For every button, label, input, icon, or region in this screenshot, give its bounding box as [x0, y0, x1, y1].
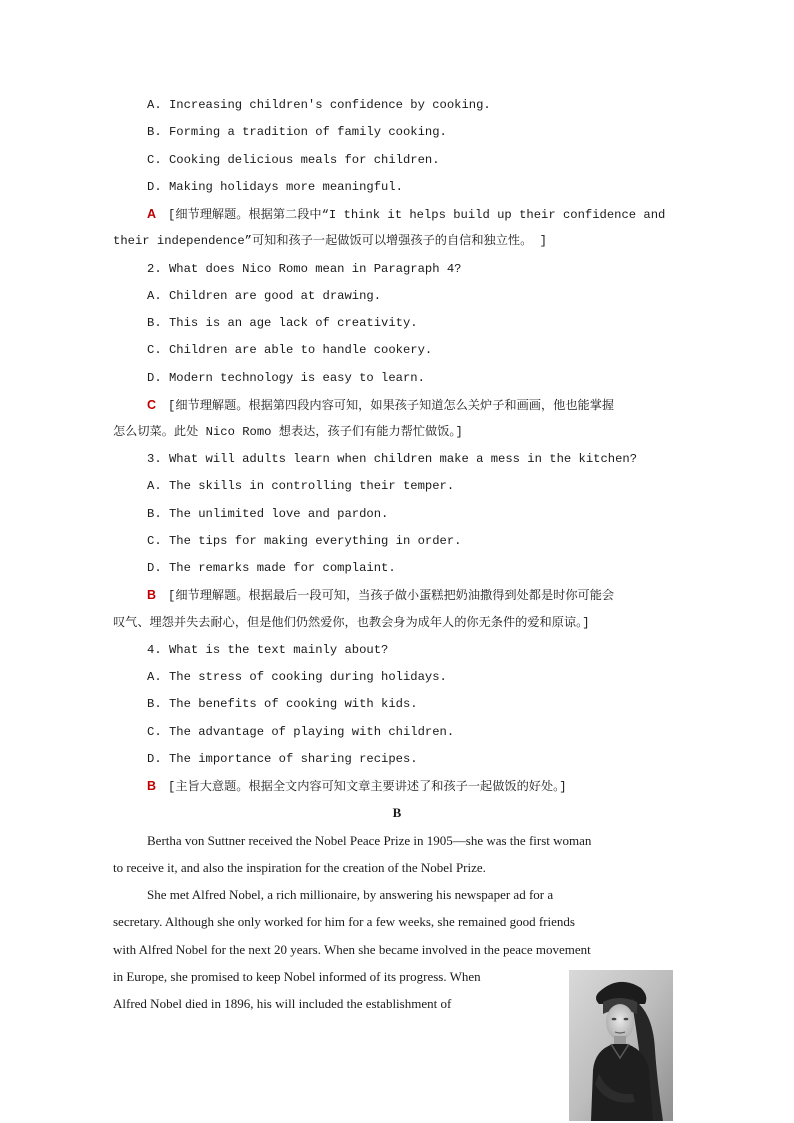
q2-explanation-line-1: [细节理解题。根据第四段内容可知，如果孩子知道怎么关炉子和画画，他也能掌握: [168, 399, 615, 413]
q3-option-c: C. The tips for making everything in order.: [147, 534, 462, 548]
q1-explanation-line-1: [细节理解题。根据第二段中“I think it helps build up their confidence and: [168, 208, 666, 222]
q2-answer-letter: C: [147, 398, 157, 412]
q2-stem: 2. What does Nico Romo mean in Paragraph 4?: [147, 262, 462, 276]
q2-explanation-line-2: 怎么切菜。此处 Nico Romo 想表达，孩子们有能力帮忙做饭。]: [113, 425, 463, 439]
q1-option-d: D. Making holidays more meaningful.: [147, 180, 403, 194]
q2-option-b: B. This is an age lack of creativity.: [147, 316, 418, 330]
bertha-von-suttner-photo: [569, 970, 673, 1121]
q1-answer-explanation: [147, 206, 665, 223]
passage-p1-line-2: to receive it, and also the inspiration for the creation of the Nobel Prize.: [113, 860, 486, 875]
q3-answer-letter: B: [147, 588, 157, 602]
q4-option-b: B. The benefits of cooking with kids.: [147, 697, 418, 711]
q4-stem: 4. What is the text mainly about?: [147, 643, 389, 657]
q3-answer-explanation: [147, 587, 614, 604]
q3-option-b: B. The unlimited love and pardon.: [147, 507, 389, 521]
q4-answer-explanation: [147, 778, 567, 795]
q3-stem: 3. What will adults learn when children make a mess in the kitchen?: [147, 452, 638, 466]
q2-option-c: C. Children are able to handle cookery.: [147, 343, 433, 357]
q2-option-d: D. Modern technology is easy to learn.: [147, 371, 425, 385]
q1-explanation-line-2: their independence”可知和孩子一起做饭可以增强孩子的自信和独立性。 ]: [113, 234, 547, 248]
q4-answer-letter: B: [147, 779, 157, 793]
q2-option-a: A. Children are good at drawing.: [147, 289, 382, 303]
q1-option-b: B. Forming a tradition of family cooking.: [147, 125, 447, 139]
passage-p2-line-5: Alfred Nobel died in 1896, his will included the establishment of: [113, 996, 452, 1011]
section-b-heading: B: [392, 805, 402, 820]
q3-option-d: D. The remarks made for complaint.: [147, 561, 396, 575]
passage-p2-line-2: secretary. Although she only worked for him for a few weeks, she remained good friends: [113, 914, 575, 929]
q4-option-a: A. The stress of cooking during holidays.: [147, 670, 447, 684]
q1-option-a: A. Increasing children's confidence by cooking.: [147, 98, 491, 112]
q1-option-c: C. Cooking delicious meals for children.: [147, 153, 440, 167]
q3-explanation-line-2: 叹气、埋怨并失去耐心，但是他们仍然爱你，也教会身为成年人的你无条件的爱和原谅。]: [113, 616, 590, 630]
q2-answer-explanation: [147, 397, 614, 414]
q4-option-c: C. The advantage of playing with children.: [147, 725, 455, 739]
q3-explanation-line-1: [细节理解题。根据最后一段可知，当孩子做小蛋糕把奶油撒得到处都是时你可能会: [168, 589, 615, 603]
q1-answer-letter: A: [147, 207, 157, 221]
passage-p1-line-1: Bertha von Suttner received the Nobel Peace Prize in 1905—she was the first woman: [147, 833, 592, 848]
q3-option-a: A. The skills in controlling their temper.: [147, 479, 455, 493]
passage-p2-line-3: with Alfred Nobel for the next 20 years. When she became involved in the peace movement: [113, 942, 591, 957]
passage-p2-line-1: She met Alfred Nobel, a rich millionaire, by answering his newspaper ad for a: [147, 887, 554, 902]
q4-option-d: D. The importance of sharing recipes.: [147, 752, 418, 766]
passage-p2-line-4: in Europe, she promised to keep Nobel informed of its progress. When: [113, 969, 481, 984]
q4-explanation-line-1: [主旨大意题。根据全文内容可知文章主要讲述了和孩子一起做饭的好处。]: [168, 780, 567, 794]
